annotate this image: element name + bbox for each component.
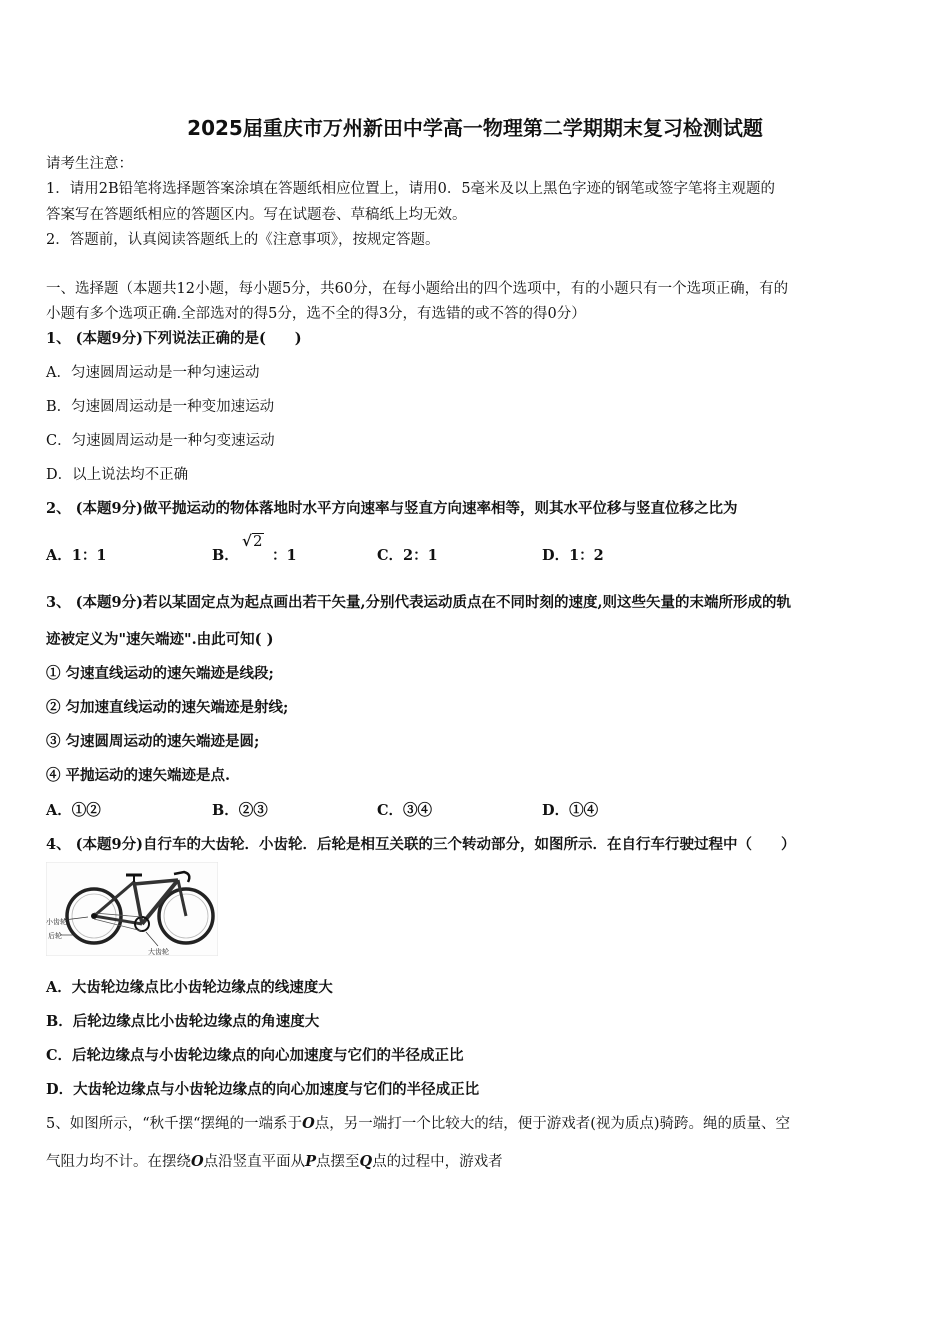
- q3-options: [46, 799, 906, 819]
- q2-option-b-suffix: ：1: [272, 547, 297, 564]
- q3-statement-4: ④ 平抛运动的速矢端迹是点.: [46, 767, 231, 784]
- q2-option-c: C．2：1: [377, 547, 438, 564]
- sqrt-symbol: √ 2: [242, 532, 263, 550]
- sqrt-radicand: 2: [253, 532, 263, 550]
- q5-stem-2: [46, 1150, 503, 1171]
- q5-stem-1: [46, 1112, 790, 1133]
- notice-line-1a: 1．请用2B铅笔将选择题答案涂填在答题纸相应位置上，请用0．5毫米及以上黑色字迹的钢笔或签字笔将主观题的: [46, 181, 776, 197]
- q2-option-b-prefix: B．: [212, 547, 239, 564]
- q5-text-2c: 点摆至: [316, 1154, 360, 1170]
- section-heading-1: 一、选择题（本题共12小题，每小题5分，共60分，在每小题给出的四个选项中，有的小题只有一个选项正确，有的: [46, 281, 789, 297]
- q4-option-d: D．大齿轮边缘点与小齿轮边缘点的向心加速度与它们的半径成正比: [46, 1081, 480, 1098]
- point-q: Q: [359, 1153, 373, 1170]
- q4-stem: 4、 (本题9分)自行车的大齿轮．小齿轮．后轮是相互关联的三个转动部分，如图所示．在自行车行驶过程中（ ）: [46, 836, 796, 853]
- q5-text-2d: 点的过程中，游戏者: [372, 1154, 503, 1170]
- notice-line-2: 2．答题前，认真阅读答题纸上的《注意事项》，按规定答题。: [46, 232, 440, 248]
- q4-option-c: C．后轮边缘点与小齿轮边缘点的向心加速度与它们的半径成正比: [46, 1047, 464, 1064]
- q3-option-a: A．①②: [46, 802, 101, 819]
- q1-option-a: A．匀速圆周运动是一种匀速运动: [46, 365, 260, 381]
- label-big-gear: 大齿轮: [148, 948, 169, 956]
- q4-option-b: B．后轮边缘点比小齿轮边缘点的角速度大: [46, 1013, 320, 1030]
- notice-heading: 请考生注意：: [46, 156, 133, 172]
- q2-option-d: D．1：2: [542, 547, 604, 564]
- q3-stem-2: 迹被定义为"速矢端迹".由此可知( ): [46, 631, 274, 648]
- section-heading-2: 小题有多个选项正确.全部选对的得5分，选不全的得3分，有选错的或不答的得0分）: [46, 306, 586, 322]
- q2-stem: 2、 (本题9分)做平抛运动的物体落地时水平方向速率与竖直方向速率相等，则其水平位移与竖直位移之比为: [46, 500, 738, 517]
- label-small-gear: 小齿轮: [46, 918, 67, 926]
- q5-text-2a: 气阻力均不计。在摆绕: [46, 1154, 191, 1170]
- bicycle-figure: [46, 862, 218, 956]
- label-rear-wheel: 后轮: [48, 932, 62, 940]
- page-title: 2025届重庆市万州新田中学高一物理第二学期期末复习检测试题: [187, 116, 763, 140]
- q5-text-1b: 点，另一端打一个比较大的结，便于游戏者(视为质点)骑跨。绳的质量、空: [314, 1116, 791, 1132]
- point-o-2: O: [191, 1153, 204, 1170]
- q3-option-c: C．③④: [377, 802, 433, 819]
- q3-statement-3: ③ 匀速圆周运动的速矢端迹是圆;: [46, 733, 260, 750]
- q3-stem-1: 3、 (本题9分)若以某固定点为起点画出若干矢量,分别代表运动质点在不同时刻的速度,则这些矢量的末端所形成的轨: [46, 594, 792, 611]
- point-o-1: O: [302, 1115, 315, 1132]
- point-p: P: [305, 1153, 317, 1170]
- notice-line-1b: 答案写在答题纸相应的答题区内。写在试题卷、草稿纸上均无效。: [46, 207, 467, 223]
- q3-option-b: B．②③: [212, 802, 268, 819]
- q5-text-2b: 点沿竖直平面从: [203, 1154, 306, 1170]
- q2-option-a: A．1：1: [46, 547, 107, 564]
- q3-option-d: D．①④: [542, 802, 599, 819]
- q2-options: [46, 532, 906, 564]
- q1-option-c: C．匀速圆周运动是一种匀变速运动: [46, 433, 275, 449]
- q4-option-a: A．大齿轮边缘点比小齿轮边缘点的线速度大: [46, 979, 333, 996]
- q3-statement-2: ② 匀加速直线运动的速矢端迹是射线;: [46, 699, 289, 716]
- q1-option-b: B．匀速圆周运动是一种变加速运动: [46, 399, 275, 415]
- q1-option-d: D．以上说法均不正确: [46, 467, 189, 483]
- q2-option-b: [212, 544, 239, 565]
- q3-statement-1: ① 匀速直线运动的速矢端迹是线段;: [46, 665, 274, 682]
- q1-stem: 1、 (本题9分)下列说法正确的是( ): [46, 330, 302, 347]
- q5-text-1a: 5、如图所示，“秋千摆“摆绳的一端系于: [46, 1116, 303, 1132]
